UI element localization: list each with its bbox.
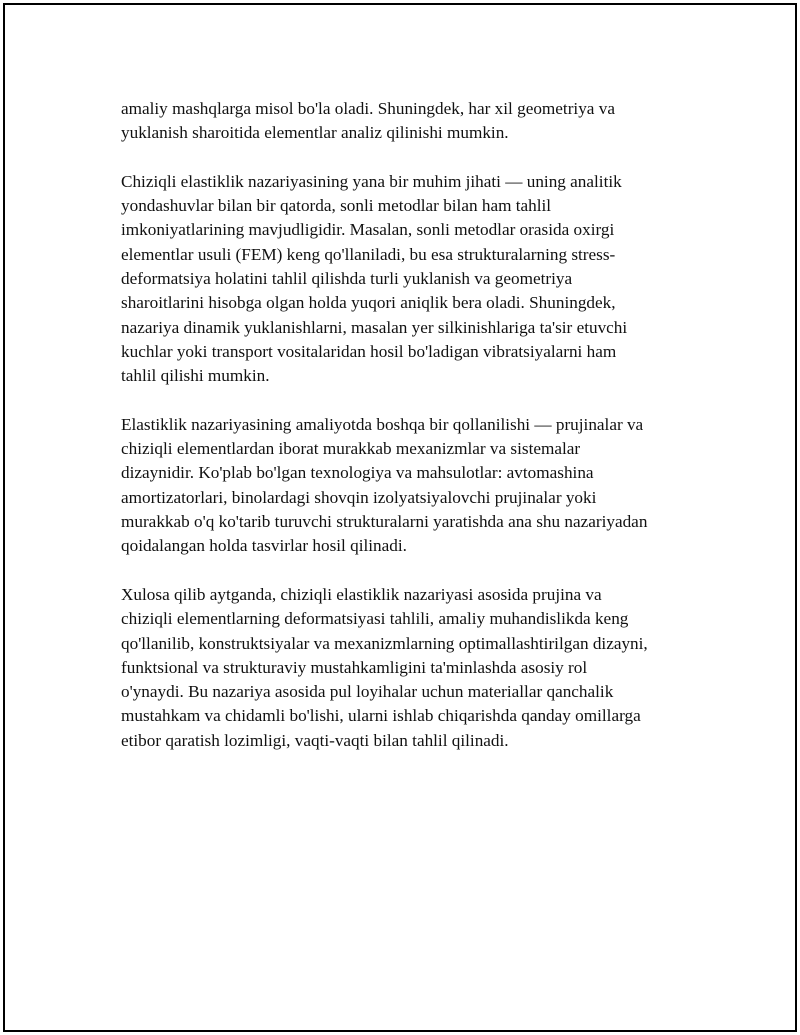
text-line: Chiziqli elastiklik nazariyasining yana bir muhim jihati — uning analitik bbox=[121, 171, 622, 191]
text-line: mustahkam va chidamli bo'lishi, ularni ishlab chiqarishda qanday omillarga bbox=[121, 706, 641, 726]
paragraph-1 bbox=[121, 97, 696, 146]
text-line: Elastiklik nazariyasining amaliyotda boshqa bir qollanilishi — prujinalar va bbox=[121, 414, 644, 434]
text-line: funktsional va strukturaviy mustahkamligini ta'minlashda asosiy rol bbox=[121, 657, 588, 677]
text-line: o'ynaydi. Bu nazariya asosida pul loyihalar uchun materiallar qanchalik bbox=[121, 682, 614, 702]
text-line: chiziqli elementlarning deformatsiyasi tahlili, amaliy muhandislikda keng bbox=[121, 609, 629, 629]
text-line: sharoitlarini hisobga olgan holda yuqori aniqlik bera oladi. Shuningdek, bbox=[121, 293, 616, 313]
paragraph-2 bbox=[121, 170, 696, 389]
paragraph-3 bbox=[121, 413, 696, 559]
page-body bbox=[121, 97, 696, 777]
text-line: Xulosa qilib aytganda, chiziqli elastiklik nazariyasi asosida prujina va bbox=[121, 584, 602, 604]
text-line: amaliy mashqlarga misol bo'la oladi. Shuningdek, har xil geometriya va bbox=[121, 99, 615, 118]
text-line: qo'llanilib, konstruktsiyalar va mexanizmlarning optimallashtirilgan dizayni, bbox=[121, 633, 648, 653]
text-line: qoidalangan holda tasvirlar hosil qilinadi. bbox=[121, 536, 407, 556]
text-line: imkoniyatlarining mavjudligidir. Masalan, sonli metodlar orasida oxirgi bbox=[121, 220, 615, 240]
text-line: etibor qaratish lozimligi, vaqti-vaqti bilan tahlil qilinadi. bbox=[121, 730, 509, 750]
text-line: dizaynidir. Ko'plab bo'lgan texnologiya va mahsulotlar: avtomashina bbox=[121, 463, 594, 483]
paragraph-4 bbox=[121, 583, 696, 753]
text-line: kuchlar yoki transport vositalaridan hosil bo'ladigan vibratsiyalarni ham bbox=[121, 341, 617, 361]
text-line: chiziqli elementlardan iborat murakkab mexanizmlar va sistemalar bbox=[121, 439, 581, 459]
text-line: murakkab o'q ko'tarib turuvchi strukturalarni yaratishda ana shu nazariyadan bbox=[121, 512, 648, 532]
text-line: nazariya dinamik yuklanishlarni, masalan yer silkinishlariga ta'sir etuvchi bbox=[121, 317, 628, 337]
text-line: elementlar usuli (FEM) keng qo'llaniladi, bu esa strukturalarning stress- bbox=[121, 244, 616, 264]
page-frame bbox=[3, 3, 797, 1032]
text-line: amortizatorlari, binolardagi shovqin izolyatsiyalovchi prujinalar yoki bbox=[121, 487, 597, 507]
text-line: yondashuvlar bilan bir qatorda, sonli metodlar bilan ham tahlil bbox=[121, 196, 552, 216]
text-line: tahlil qilishi mumkin. bbox=[121, 366, 270, 386]
text-line: yuklanish sharoitida elementlar analiz qilinishi mumkin. bbox=[121, 123, 509, 143]
text-line: deformatsiya holatini tahlil qilishda turli yuklanish va geometriya bbox=[121, 269, 573, 289]
